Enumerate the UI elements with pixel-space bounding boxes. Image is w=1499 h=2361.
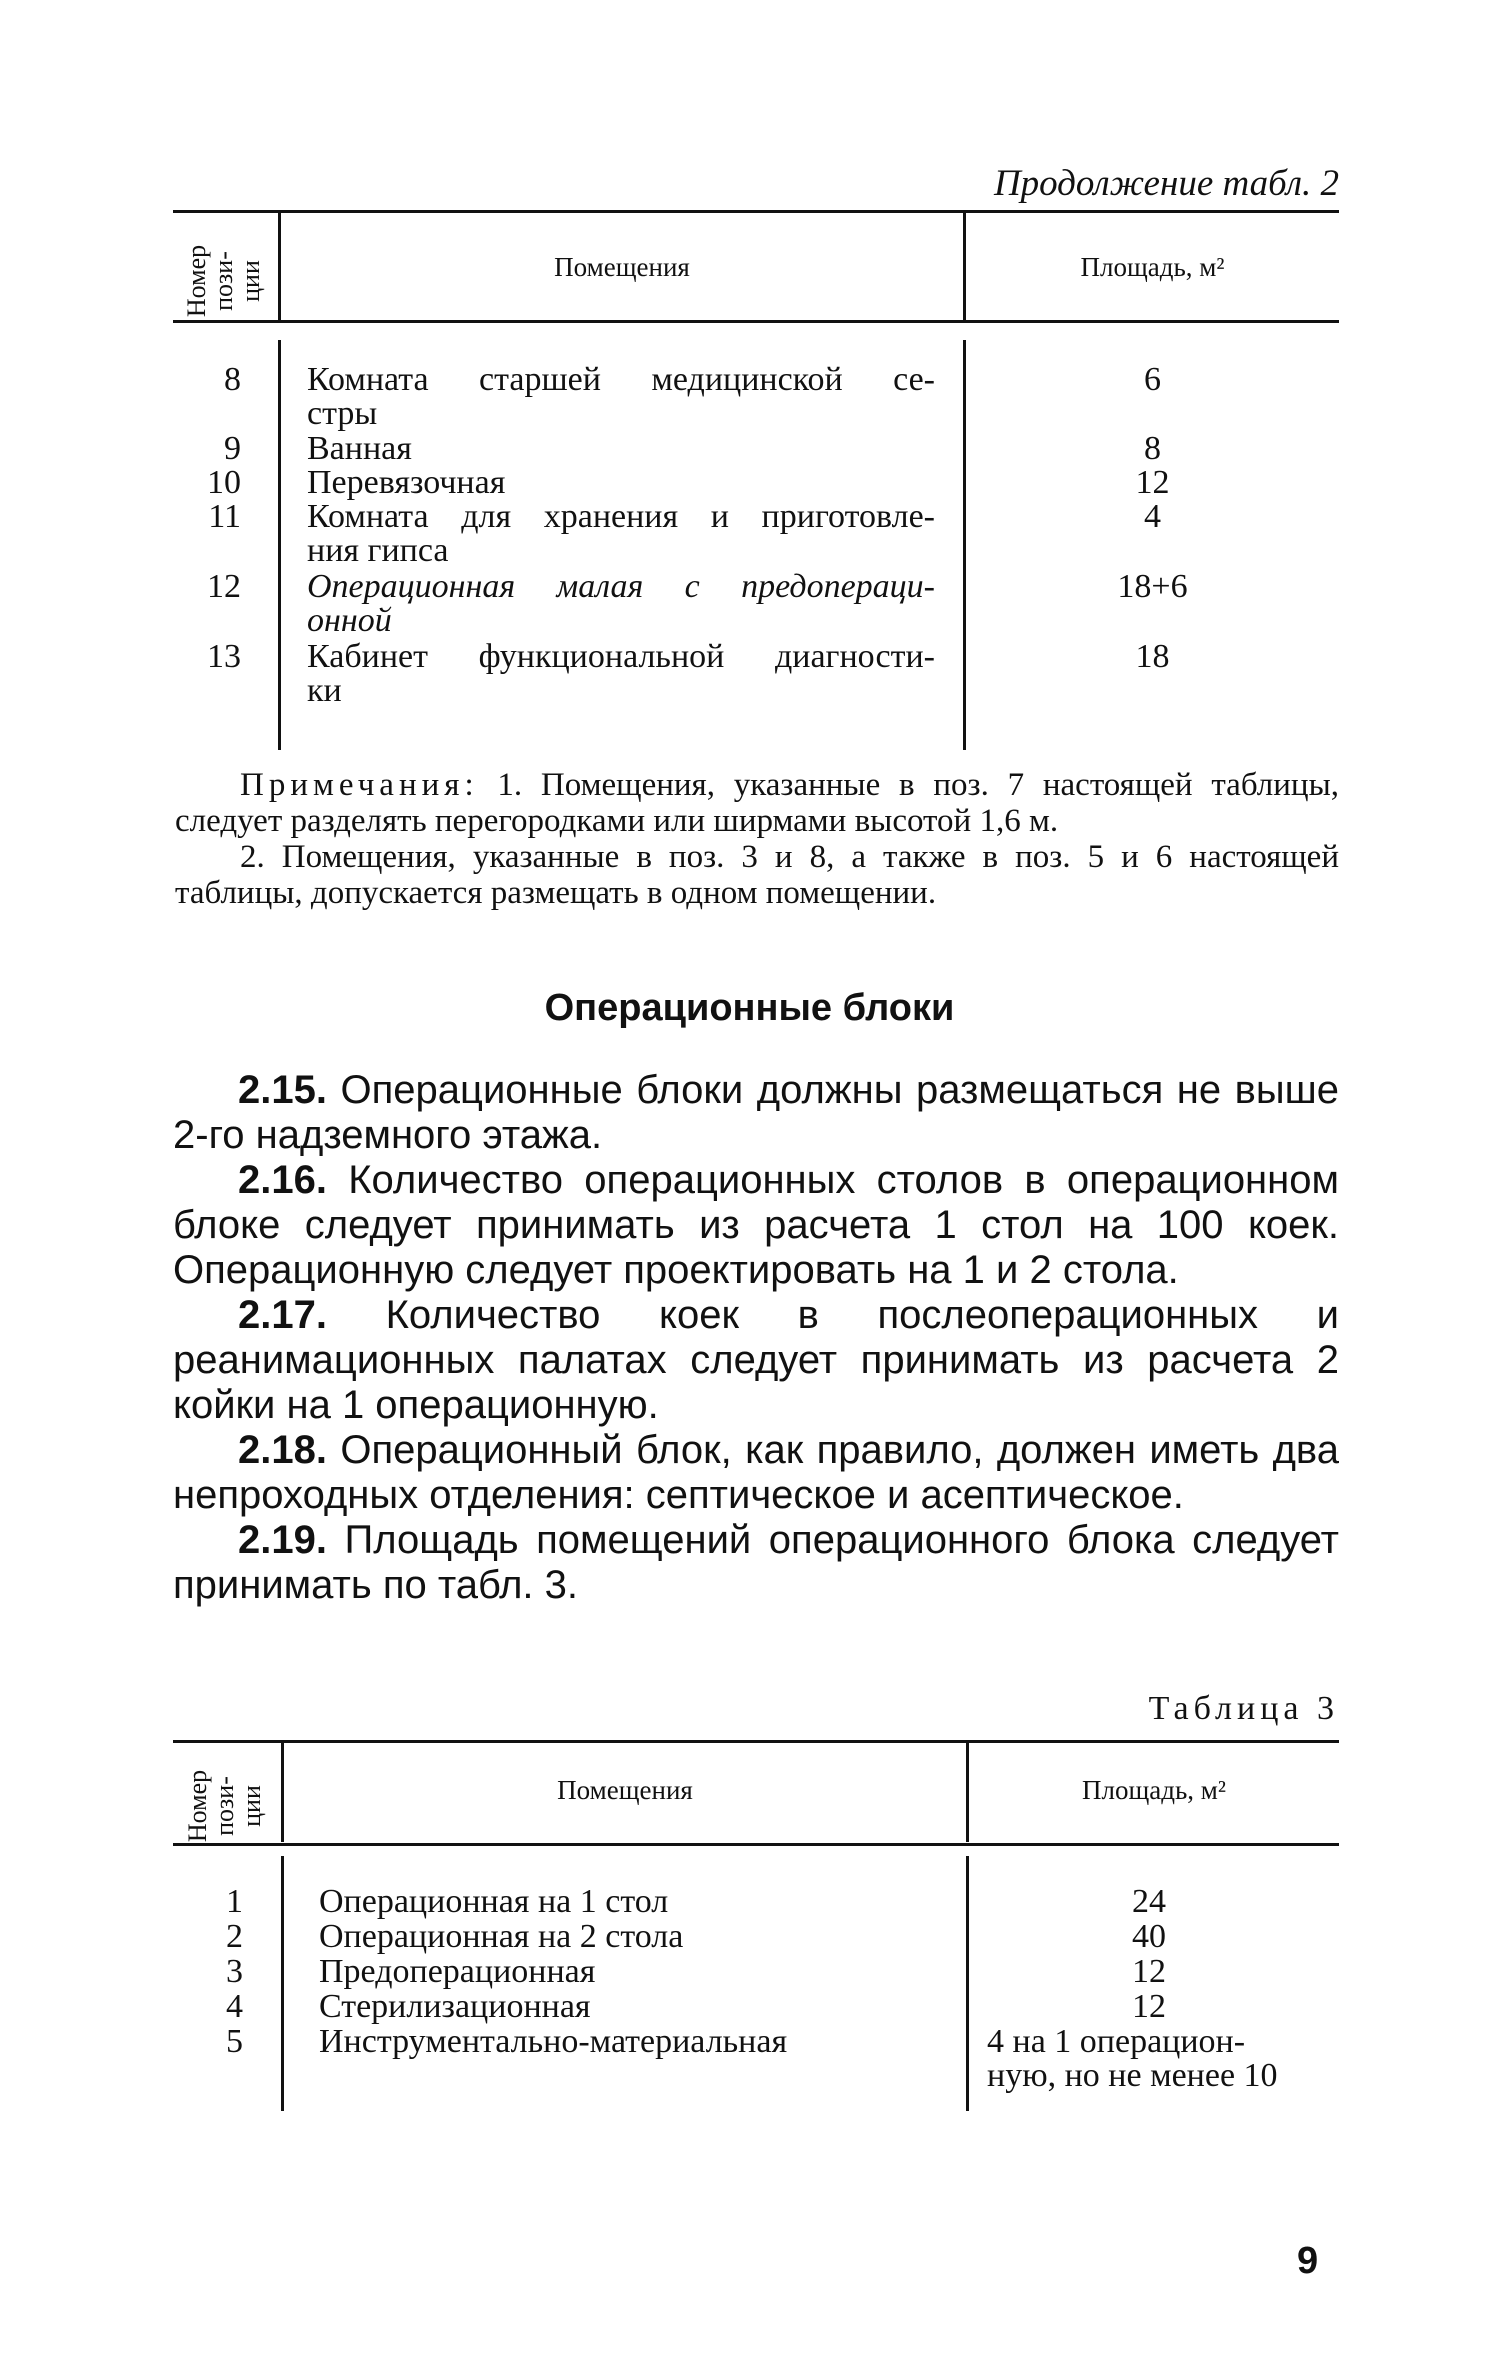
row-room-line: Операционная малая с предопераци- bbox=[307, 568, 935, 605]
paragraph-number: 2.17. bbox=[238, 1293, 327, 1337]
note-1 bbox=[175, 767, 1339, 839]
row-number: 2 bbox=[226, 1918, 243, 1955]
paragraph-text: Операционные блоки должны размещаться не выше 2-го надземного этажа. bbox=[173, 1068, 1339, 1157]
paragraph bbox=[173, 1158, 1339, 1293]
row-room-line: ния гипса bbox=[307, 532, 449, 569]
row-room: Операционная на 2 стола bbox=[319, 1918, 684, 1955]
row-room bbox=[307, 570, 935, 638]
row-room-line: ки bbox=[307, 672, 342, 709]
row-room: Ванная bbox=[307, 430, 412, 467]
table-2 bbox=[173, 210, 1339, 755]
row-area: 18 bbox=[1135, 638, 1170, 675]
row-area-line: 4 на 1 операцион- bbox=[987, 2023, 1246, 2060]
row-number: 11 bbox=[208, 498, 241, 535]
body-text bbox=[173, 1068, 1339, 1608]
row-area bbox=[969, 2025, 1339, 2093]
row-number: 12 bbox=[207, 568, 241, 605]
paragraph bbox=[173, 1293, 1339, 1428]
header-rooms: Помещения bbox=[554, 252, 690, 282]
section-heading: Операционные блоки bbox=[544, 987, 955, 1029]
table-divider bbox=[278, 340, 281, 750]
table-top-rule bbox=[173, 210, 1339, 213]
row-room-line: Кабинет функциональной диагности- bbox=[307, 638, 935, 675]
row-number: 4 bbox=[226, 1988, 243, 2025]
paragraph bbox=[173, 1428, 1339, 1518]
note-2: 2. Помещения, указанные в поз. 3 и 8, а также в поз. 5 и 6 настоящей таблицы, допускается размещать в одном помещении. bbox=[175, 839, 1339, 911]
paragraph-text: Операционный блок, как правило, должен иметь два непроходных отделения: септическое и асептическое. bbox=[173, 1428, 1339, 1517]
row-number: 5 bbox=[226, 2023, 243, 2060]
table-continuation-label: Продолжение табл. 2 bbox=[993, 163, 1339, 204]
header-position-number: Номер пози- ции bbox=[182, 244, 265, 318]
row-room-line: стры bbox=[307, 395, 378, 432]
row-room-line: Комната старшей медицинской се- bbox=[307, 361, 935, 398]
row-number: 13 bbox=[207, 638, 241, 675]
row-room bbox=[307, 500, 935, 568]
row-area: 12 bbox=[1132, 1953, 1166, 1990]
row-area: 12 bbox=[1135, 464, 1170, 501]
row-room: Инструментально-материальная bbox=[319, 2023, 788, 2060]
row-area: 4 bbox=[1144, 498, 1161, 535]
table-divider bbox=[963, 340, 966, 750]
paragraph-number: 2.19. bbox=[238, 1518, 327, 1562]
row-room-line: онной bbox=[307, 602, 392, 639]
table-3-label: Таблица 3 bbox=[1148, 1690, 1339, 1727]
row-number: 10 bbox=[207, 464, 241, 501]
paragraph-text: Количество операционных столов в операционном блоке следует принимать из расчета 1 стол на 100 коек. Операционную следует проектировать на 1 и 2 стола. bbox=[173, 1158, 1339, 1292]
row-room: Предоперационная bbox=[319, 1953, 596, 1990]
row-area: 12 bbox=[1132, 1988, 1166, 2025]
table-header-rule bbox=[173, 1843, 1339, 1846]
paragraph-text: Площадь помещений операционного блока следует принимать по табл. 3. bbox=[173, 1518, 1339, 1607]
table-divider bbox=[281, 1856, 284, 2111]
row-room: Операционная на 1 стол bbox=[319, 1883, 669, 1920]
row-area: 6 bbox=[1144, 361, 1161, 398]
row-room-line: Комната для хранения и приготовле- bbox=[307, 498, 935, 535]
row-room: Стерилизационная bbox=[319, 1988, 591, 2025]
paragraph bbox=[173, 1068, 1339, 1158]
header-area: Площадь, м² bbox=[1082, 1775, 1226, 1805]
row-area: 8 bbox=[1144, 430, 1161, 467]
row-room bbox=[307, 363, 935, 431]
row-area-line: ную, но не менее 10 bbox=[987, 2057, 1278, 2094]
paragraph-text: Количество коек в послеоперационных и реанимационных палатах следует принимать из расчета 2 койки на 1 операционную. bbox=[173, 1293, 1339, 1427]
row-area: 18+6 bbox=[1117, 568, 1188, 605]
header-rooms: Помещения bbox=[557, 1775, 693, 1805]
row-number: 9 bbox=[224, 430, 241, 467]
table-3 bbox=[173, 1740, 1339, 2120]
table-notes bbox=[175, 767, 1339, 911]
row-room bbox=[307, 640, 935, 708]
paragraph-number: 2.18. bbox=[238, 1428, 327, 1472]
header-area: Площадь, м² bbox=[1080, 252, 1225, 282]
row-number: 8 bbox=[224, 361, 241, 398]
page-number: 9 bbox=[1297, 2240, 1319, 2282]
note-1-text: 1. Помещения, указанные в поз. 7 настоящей таблицы, следует разделять перегородками или ширмами высотой 1,6 м. bbox=[175, 767, 1339, 839]
row-number: 1 bbox=[226, 1883, 243, 1920]
table-top-rule bbox=[173, 1740, 1339, 1743]
row-number: 3 bbox=[226, 1953, 243, 1990]
row-area: 24 bbox=[1132, 1883, 1166, 1920]
notes-label: Примечания: bbox=[240, 767, 479, 803]
table-header-rule bbox=[173, 320, 1339, 323]
row-room: Перевязочная bbox=[307, 464, 506, 501]
header-position-number: Номер пози- ции bbox=[183, 1769, 266, 1843]
row-area: 40 bbox=[1132, 1918, 1166, 1955]
paragraph-number: 2.15. bbox=[238, 1068, 327, 1112]
paragraph-number: 2.16. bbox=[238, 1158, 327, 1202]
paragraph bbox=[173, 1518, 1339, 1608]
